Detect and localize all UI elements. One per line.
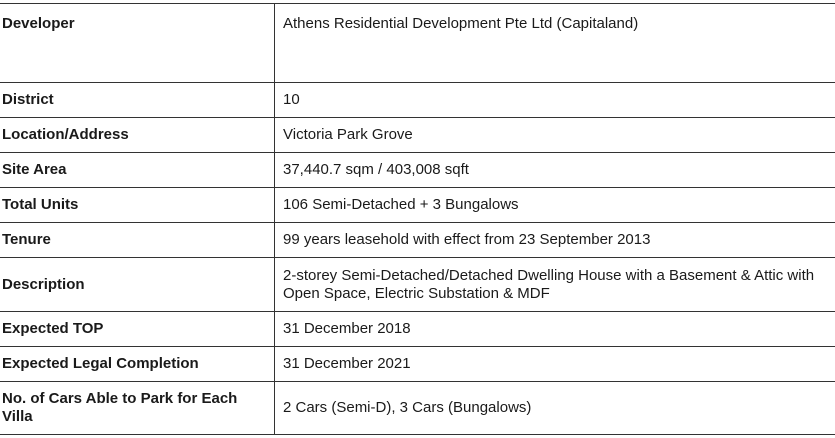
row-label-site-area: Site Area	[0, 153, 275, 188]
table-row	[0, 382, 835, 435]
table-row	[0, 347, 835, 382]
table-row	[0, 188, 835, 223]
row-value-district: 10	[275, 83, 835, 118]
row-label-tenure: Tenure	[0, 223, 275, 258]
row-value-parking: 2 Cars (Semi-D), 3 Cars (Bungalows)	[275, 382, 835, 435]
row-value-tenure: 99 years leasehold with effect from 23 September 2013	[275, 223, 835, 258]
table-row	[0, 153, 835, 188]
row-value-description: 2-storey Semi-Detached/Detached Dwelling House with a Basement & Attic with Open Space, Electric Substation & MDF	[275, 258, 835, 312]
table-row	[0, 118, 835, 153]
row-label-legal-completion: Expected Legal Completion	[0, 347, 275, 382]
row-value-total-units: 106 Semi-Detached + 3 Bungalows	[275, 188, 835, 223]
row-label-location: Location/Address	[0, 118, 275, 153]
row-value-site-area: 37,440.7 sqm / 403,008 sqft	[275, 153, 835, 188]
row-label-description: Description	[0, 258, 275, 312]
table-row	[0, 223, 835, 258]
row-value-legal-completion: 31 December 2021	[275, 347, 835, 382]
row-label-parking: No. of Cars Able to Park for Each Villa	[0, 382, 275, 435]
row-value-expected-top: 31 December 2018	[275, 312, 835, 347]
row-label-expected-top: Expected TOP	[0, 312, 275, 347]
row-value-developer: Athens Residential Development Pte Ltd (Capitaland)	[275, 4, 835, 83]
row-label-total-units: Total Units	[0, 188, 275, 223]
table-row	[0, 258, 835, 312]
table-row	[0, 4, 835, 83]
row-label-developer: Developer	[0, 4, 275, 83]
table-row	[0, 83, 835, 118]
table-row	[0, 312, 835, 347]
row-label-district: District	[0, 83, 275, 118]
row-value-location: Victoria Park Grove	[275, 118, 835, 153]
project-details-table	[0, 3, 835, 435]
